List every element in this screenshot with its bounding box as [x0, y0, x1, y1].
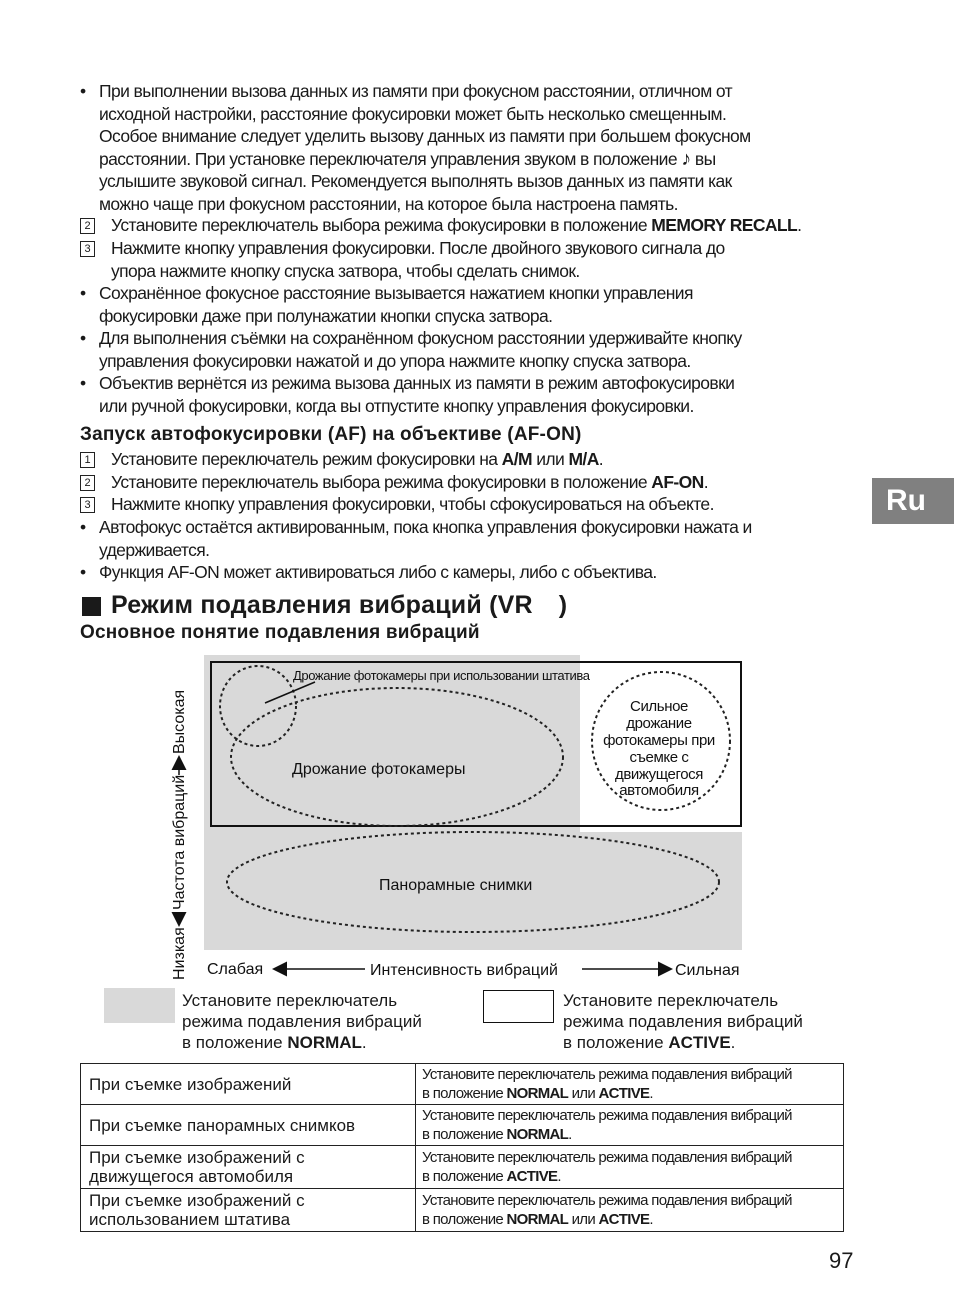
text-fragment: Установите переключатель режим фокусировки на — [111, 449, 502, 469]
text-fragment: . — [703, 472, 708, 492]
y-axis-low-label: Низкая — [171, 927, 188, 980]
text-fragment: Установите переключатель выбора режима фокусировки в положение — [111, 472, 652, 492]
tripod-label: Дрожание фотокамеры при использовании штатива — [293, 668, 590, 683]
active-label: ACTIVE — [506, 1168, 558, 1185]
vehicle-label-line: автомобиля — [619, 782, 699, 799]
y-axis-label: Частота вибраций — [171, 774, 188, 910]
panning-label: Панорамные снимки — [379, 877, 533, 894]
text-fragment: или — [531, 449, 569, 469]
vr-settings-table — [80, 1063, 844, 1232]
table-row — [81, 1146, 844, 1189]
normal-label: NORMAL — [287, 1033, 362, 1052]
text-line — [182, 1032, 422, 1053]
text-line — [422, 1167, 837, 1186]
camera-shake-label: Дрожание фотокамеры — [292, 761, 466, 778]
text-line: режима подавления вибраций — [182, 1012, 422, 1031]
text-fragment: Установите переключатель выбора режима фокусировки в положение — [111, 215, 652, 235]
legend-normal-text — [182, 990, 422, 1053]
x-axis-low-label: Слабая — [207, 961, 264, 978]
text-fragment: или — [568, 1085, 599, 1102]
af-on-label: AF-ON — [651, 472, 704, 492]
text-line: Установите переключатель режима подавления вибраций — [422, 1066, 792, 1083]
text-line — [422, 1084, 837, 1103]
text-line: услышите звуковой сигнал. Рекомендуется выполнять вызов данных из памяти как — [99, 171, 732, 191]
legend-normal-swatch — [104, 988, 175, 1023]
text-fragment: расстоянии. При установке переключателя управления звуком в положение — [99, 148, 682, 169]
active-label: ACTIVE — [668, 1033, 731, 1052]
text-fragment: или — [568, 1211, 599, 1228]
text-line: фокусировки даже при полунажатии кнопки спуска затвора. — [99, 305, 553, 326]
text-fragment: . — [598, 449, 603, 469]
text-line: Особое внимание следует уделить вызову данных из памяти при большем фокусном — [99, 126, 751, 146]
text-fragment: . — [568, 1126, 572, 1143]
vehicle-label-line: дрожание — [626, 715, 692, 732]
ma-label: M/A — [568, 449, 599, 469]
text-line: Установите переключатель режима подавления вибраций — [422, 1192, 792, 1209]
setting-cell — [416, 1064, 844, 1105]
vr-title-text: Режим подавления вибраций (VR — [111, 591, 533, 619]
am-label: A/M — [501, 449, 532, 469]
situation-cell: При съемке изображений с движущегося автомобиля — [81, 1146, 416, 1189]
vehicle-label-line: Сильное — [630, 698, 688, 715]
step-number: 1 — [80, 452, 95, 468]
text-line — [563, 1032, 803, 1053]
page-number: 97 — [829, 1248, 854, 1273]
x-axis-high-label: Сильная — [675, 962, 740, 979]
text-line: Установите переключатель режима подавления вибраций — [422, 1107, 792, 1124]
setting-cell — [416, 1146, 844, 1189]
text-line: • Автофокус остаётся активированным, пока кнопка управления фокусировки нажата и — [99, 517, 752, 537]
text-line: • Сохранённое фокусное расстояние вызывается нажатием кнопки управления — [99, 283, 693, 303]
situation-cell: При съемке изображений с использованием штатива — [81, 1189, 416, 1232]
text-line — [422, 1210, 837, 1229]
text-fragment: в положение — [422, 1085, 507, 1102]
normal-label: NORMAL — [506, 1211, 569, 1228]
text-line: • При выполнении вызова данных из памяти при фокусном расстоянии, отличном от — [99, 81, 733, 101]
situation-cell: При съемке изображений — [81, 1064, 416, 1105]
afon-heading: Запуск автофокусировки (AF) на объективе (AF-ON) — [80, 424, 582, 445]
legend-active-text — [563, 990, 803, 1053]
table-row — [81, 1105, 844, 1146]
text-fragment: в положение — [422, 1126, 507, 1143]
text-fragment: . — [649, 1211, 653, 1228]
memory-recall-label: MEMORY RECALL — [651, 215, 798, 235]
setting-cell — [416, 1105, 844, 1146]
text-line: Установите переключатель — [563, 991, 779, 1010]
vehicle-label-line: съемке с — [629, 749, 689, 766]
text-line: Установите переключатель режима подавления вибраций — [422, 1149, 792, 1166]
situation-cell: При съемке панорамных снимков — [81, 1105, 416, 1146]
text-fragment: . — [557, 1168, 561, 1185]
text-line: режима подавления вибраций — [563, 1012, 803, 1031]
text-fragment: в положение — [422, 1168, 507, 1185]
legend-active-swatch — [483, 990, 554, 1023]
y-axis-high-label: Высокая — [171, 689, 188, 754]
text-line: • Объектив вернётся из режима вызова данных из памяти в режим автофокусировки — [99, 373, 735, 393]
text-line: или ручной фокусировки, когда вы отпустите кнопку управления фокусировки. — [99, 395, 694, 416]
text-fragment: . — [730, 1033, 736, 1052]
active-label: ACTIVE — [598, 1085, 650, 1102]
text-fragment: . — [361, 1033, 367, 1052]
normal-label: NORMAL — [506, 1085, 569, 1102]
text-line: Установите переключатель — [182, 991, 398, 1010]
text-fragment: в положение — [563, 1033, 669, 1052]
text-fragment: вы — [690, 148, 716, 169]
normal-label: NORMAL — [506, 1126, 569, 1143]
text-fragment: в положение — [422, 1211, 507, 1228]
text-line — [422, 1125, 837, 1144]
text-line: управления фокусировки нажатой и до упора нажмите кнопку спуска затвора. — [99, 350, 691, 371]
step-number: 2 — [80, 218, 95, 234]
vehicle-label-line: фотокамеры при — [603, 732, 715, 749]
text-line: Функция AF-ON может активироваться либо с камеры, либо с объектива. — [99, 562, 657, 582]
step-number: 3 — [80, 497, 95, 513]
setting-cell — [416, 1189, 844, 1232]
text-fragment: в положение — [182, 1033, 288, 1052]
vehicle-label-line: движущегося — [614, 766, 704, 783]
beep-note-icon: ♪ — [681, 147, 691, 170]
table-row — [81, 1189, 844, 1232]
text-line: упора нажмите кнопку спуска затвора, чтобы сделать снимок. — [111, 260, 580, 281]
vr-title-close: ) — [558, 591, 568, 619]
step-number: 3 — [80, 241, 95, 257]
vr-subtitle: Основное понятие подавления вибраций — [80, 622, 480, 643]
language-tab: Ru — [872, 478, 954, 524]
text-line: Нажмите кнопку управления фокусировки. После двойного звукового сигнала до — [111, 238, 725, 258]
x-axis-label: Интенсивность вибраций — [370, 962, 558, 979]
table-row — [81, 1064, 844, 1105]
text-line: можно чаще при фокусном расстоянии, на которое была настроена память. — [99, 193, 678, 214]
text-fragment: Нажмите кнопку управления фокусировки, чтобы сфокусироваться на объекте. — [111, 494, 714, 514]
active-label: ACTIVE — [598, 1211, 650, 1228]
text-line: удерживается. — [99, 539, 210, 560]
text-fragment: . — [649, 1085, 653, 1102]
text-fragment: . — [797, 215, 802, 235]
step-number: 2 — [80, 475, 95, 491]
text-line: • Для выполнения съёмки на сохранённом фокусном расстоянии удерживайте кнопку — [99, 328, 742, 348]
text-line: исходной настройки, расстояние фокусировки может быть несколько смещенным. — [99, 103, 727, 124]
